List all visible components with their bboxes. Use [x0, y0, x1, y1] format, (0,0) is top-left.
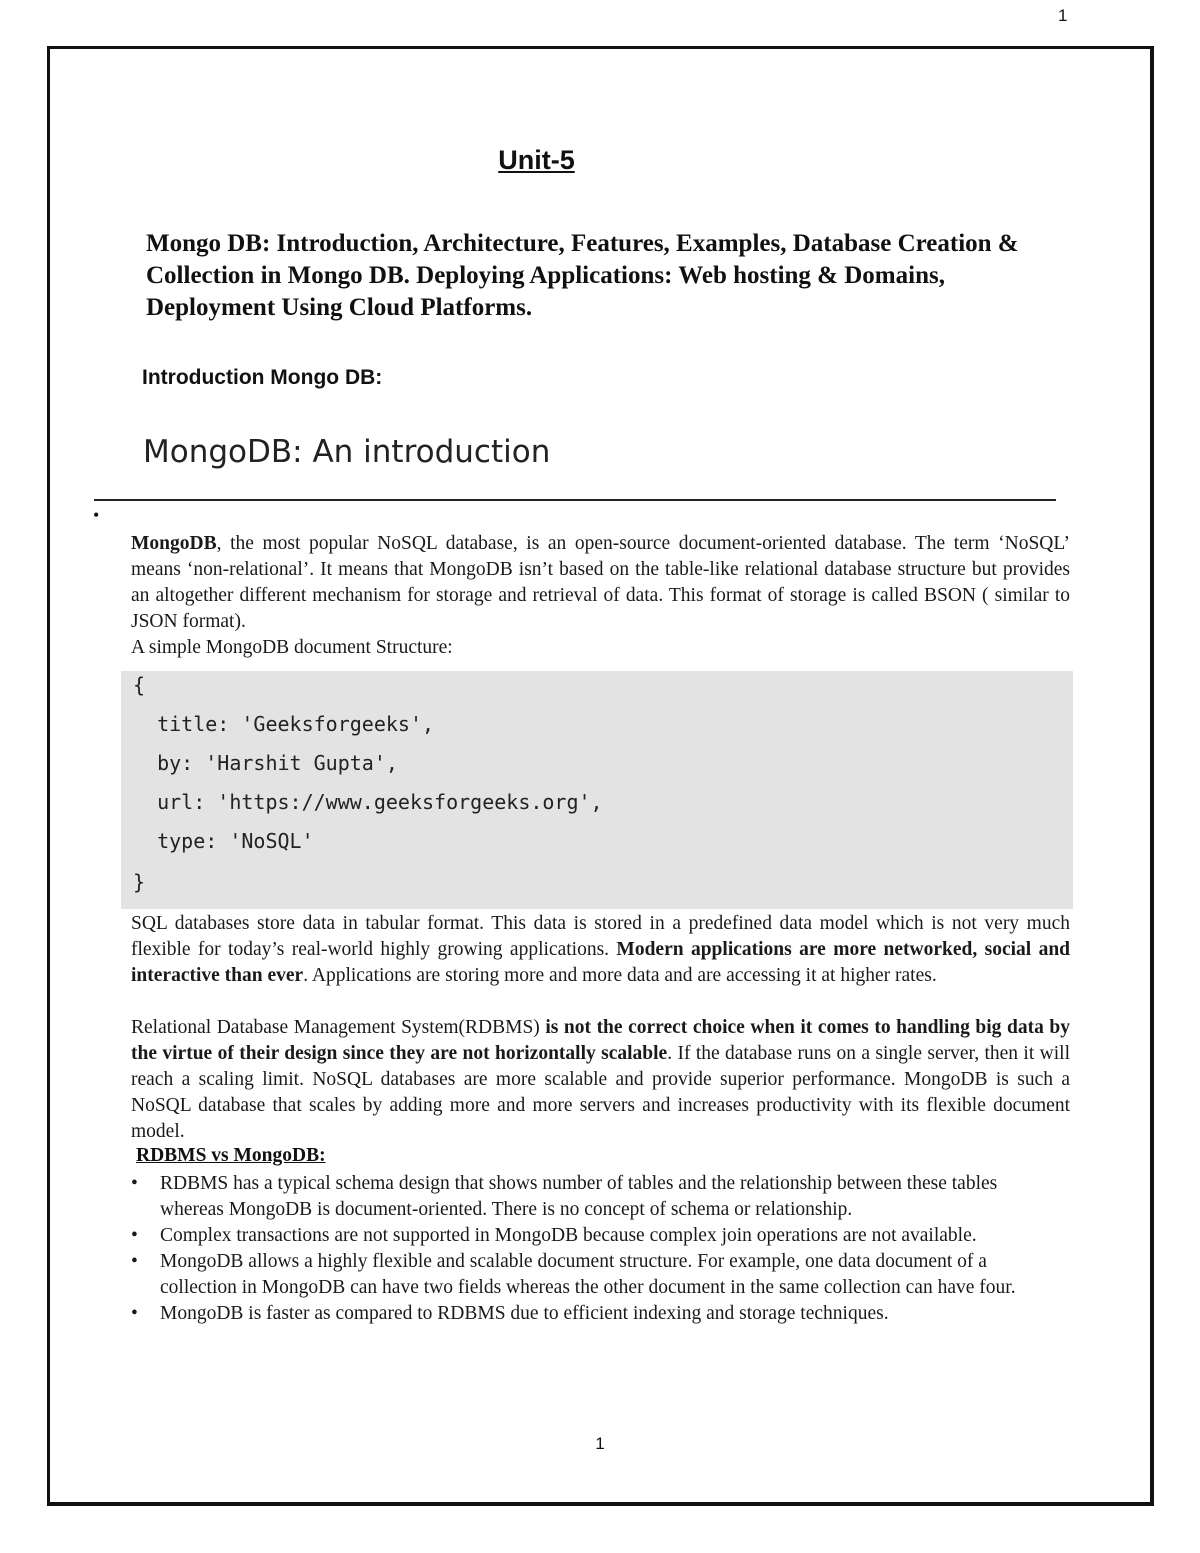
comparison-list	[131, 1171, 1061, 1327]
paragraph-rdbms-bold: is not the correct choice when it comes to handling big data by the virtue of their design since they are not horizontally scalable	[131, 1017, 1070, 1064]
paragraph-rdbms	[131, 1015, 1070, 1145]
unit-title: Unit-5	[498, 145, 575, 175]
list-item-text: Complex transactions are not supported in MongoDB because complex join operations are not available.	[160, 1225, 977, 1246]
structure-caption: A simple MongoDB document Structure:	[131, 637, 453, 658]
page-number-top: 1	[1058, 6, 1068, 25]
syllabus-summary: Mongo DB: Introduction, Architecture, Features, Examples, Database Creation & Collection in Mongo DB. Deploying Applications: Web hosting & Domains, Deployment Using Cloud Platforms.	[146, 230, 1019, 321]
code-line: url: 'https://www.geeksforgeeks.org',	[133, 790, 603, 814]
code-line: type: 'NoSQL'	[133, 829, 314, 853]
code-line: by: 'Harshit Gupta',	[133, 751, 398, 775]
article-heading: MongoDB: An introduction	[143, 434, 551, 470]
paragraph-rdbms-text-b: . If the database runs on a single server, then it will reach a scaling limit. NoSQL databases are more scalable and provide superior performance. MongoDB is such a NoSQL database that scales by adding more and more servers and increases productivity with its flexible document model.	[131, 1043, 1070, 1142]
rdbms-vs-mongodb-heading: RDBMS vs MongoDB:	[136, 1145, 326, 1166]
list-item	[131, 1301, 1061, 1327]
paragraph-intro-lead: MongoDB	[131, 533, 217, 554]
list-item-text: RDBMS has a typical schema design that shows number of tables and the relationship between these tables whereas MongoDB is document-oriented. There is no concept of schema or relationship.	[160, 1173, 998, 1220]
list-item-text: MongoDB is faster as compared to RDBMS due to efficient indexing and storage techniques.	[160, 1303, 889, 1324]
paragraph-intro-text: , the most popular NoSQL database, is an open-source document-oriented database. The term ‘NoSQL’ means ‘non-relational’. It means that MongoDB isn’t based on the table-like relational database structure but provides an altogether different mechanism for storage and retrieval of data. This format of storage is called BSON ( similar to JSON format).	[131, 533, 1070, 632]
heading-divider	[94, 499, 1056, 501]
stray-bullet: •	[93, 505, 100, 525]
paragraph-sql-bold: Modern applications are more networked, social and interactive than ever	[131, 939, 1071, 986]
list-item	[131, 1249, 1061, 1301]
bullet-icon: •	[131, 1303, 138, 1324]
paragraph-rdbms-text-a: Relational Database Management System(RDBMS)	[131, 1017, 546, 1038]
code-line: }	[133, 870, 146, 894]
page-number-bottom: 1	[595, 1434, 605, 1453]
bullet-icon: •	[131, 1173, 138, 1194]
list-item	[131, 1171, 1061, 1223]
list-item	[131, 1223, 1061, 1249]
paragraph-intro	[131, 531, 1070, 635]
paragraph-sql-text-b: . Applications are storing more and more data and are accessing it at higher rates.	[303, 965, 937, 986]
paragraph-sql-text-a: SQL databases store data in tabular format. This data is stored in a predefined data model which is not very much flexible for today’s real-world highly growing applications.	[131, 913, 1070, 960]
list-item-text: MongoDB allows a highly flexible and scalable document structure. For example, one data document of a collection in MongoDB can have two fields whereas the other document in the same collection can have four.	[160, 1251, 1016, 1298]
intro-heading: Introduction Mongo DB:	[142, 366, 383, 389]
code-block	[121, 671, 1073, 909]
code-line: {	[133, 673, 146, 697]
bullet-icon: •	[131, 1225, 138, 1246]
paragraph-sql	[131, 911, 1070, 989]
bullet-icon: •	[131, 1251, 138, 1272]
code-line: title: 'Geeksforgeeks',	[133, 712, 435, 736]
